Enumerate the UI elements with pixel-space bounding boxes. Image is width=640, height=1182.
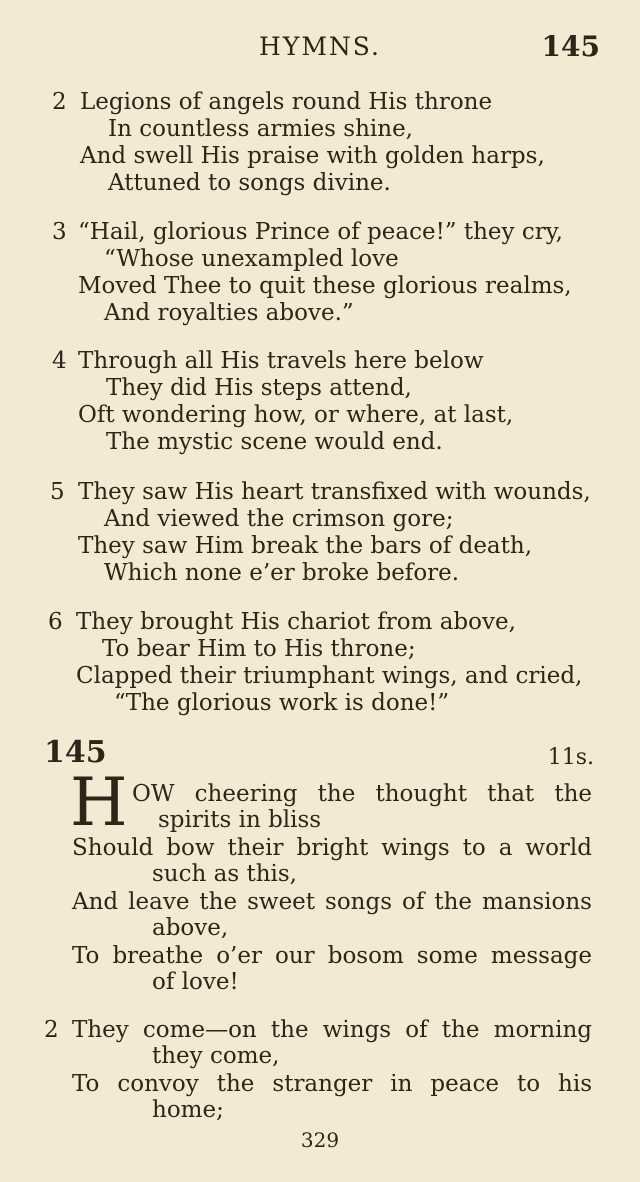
verse-line: above, [152, 915, 229, 941]
verse-line: They come—on the wings of the morning [72, 1017, 592, 1043]
verse-line: And swell His praise with golden harps, [80, 143, 545, 169]
verse-line: spirits in bliss [158, 807, 322, 833]
verse-number: 5 [50, 479, 65, 505]
verse-number: 4 [52, 348, 67, 374]
verse-line: The mystic scene would end. [106, 429, 443, 455]
verse-line: “Whose unexampled love [104, 246, 399, 272]
verse-number: 3 [52, 219, 67, 245]
page-hymn-number: 145 [541, 30, 600, 63]
verse-line: In countless armies shine, [108, 116, 413, 142]
verse-number: 2 [52, 89, 67, 115]
verse-line: They brought His chariot from above, [76, 609, 516, 635]
verse-line: Should bow their bright wings to a world [72, 835, 592, 861]
verse-line: OW cheering the thought that the [132, 781, 592, 807]
page-number: 329 [300, 1128, 340, 1152]
verse-line: To convoy the stranger in peace to his [72, 1071, 592, 1097]
verse-line: Attuned to songs divine. [108, 170, 391, 196]
verse-line: Which none e’er broke before. [104, 560, 460, 586]
verse-line: To bear Him to His throne; [102, 636, 416, 662]
verse-number: 2 [44, 1017, 59, 1043]
verse-line: home; [152, 1097, 224, 1123]
hymn-number: 145 [44, 735, 107, 770]
verse-line: Moved Thee to quit these glorious realms, [78, 273, 572, 299]
verse-line: they come, [152, 1043, 280, 1069]
running-head: HYMNS. [259, 32, 381, 61]
verse-line: “The glorious work is done!” [114, 690, 450, 716]
verse-line: They saw His heart transfixed with wounds, [78, 479, 591, 505]
verse-line: “Hail, glorious Prince of peace!” they cry, [78, 219, 563, 245]
verse-line: Legions of angels round His throne [80, 89, 493, 115]
verse-line: And royalties above.” [104, 300, 354, 326]
verse-line: Through all His travels here below [78, 348, 484, 374]
verse-number: 6 [48, 609, 63, 635]
verse-line: They did His steps attend, [106, 375, 412, 401]
verse-line: They saw Him break the bars of death, [78, 533, 533, 559]
drop-cap: H [70, 764, 128, 841]
verse-line: And leave the sweet songs of the mansions [72, 889, 592, 915]
verse-line: And viewed the crimson gore; [104, 506, 454, 532]
verse-line: Clapped their triumphant wings, and cried, [76, 663, 583, 689]
verse-line: of love! [152, 969, 239, 995]
verse-line: To breathe o’er our bosom some message [72, 943, 592, 969]
verse-line: Oft wondering how, or where, at last, [78, 402, 514, 428]
hymn-meter: 11s. [547, 745, 594, 770]
verse-line: such as this, [152, 861, 297, 887]
